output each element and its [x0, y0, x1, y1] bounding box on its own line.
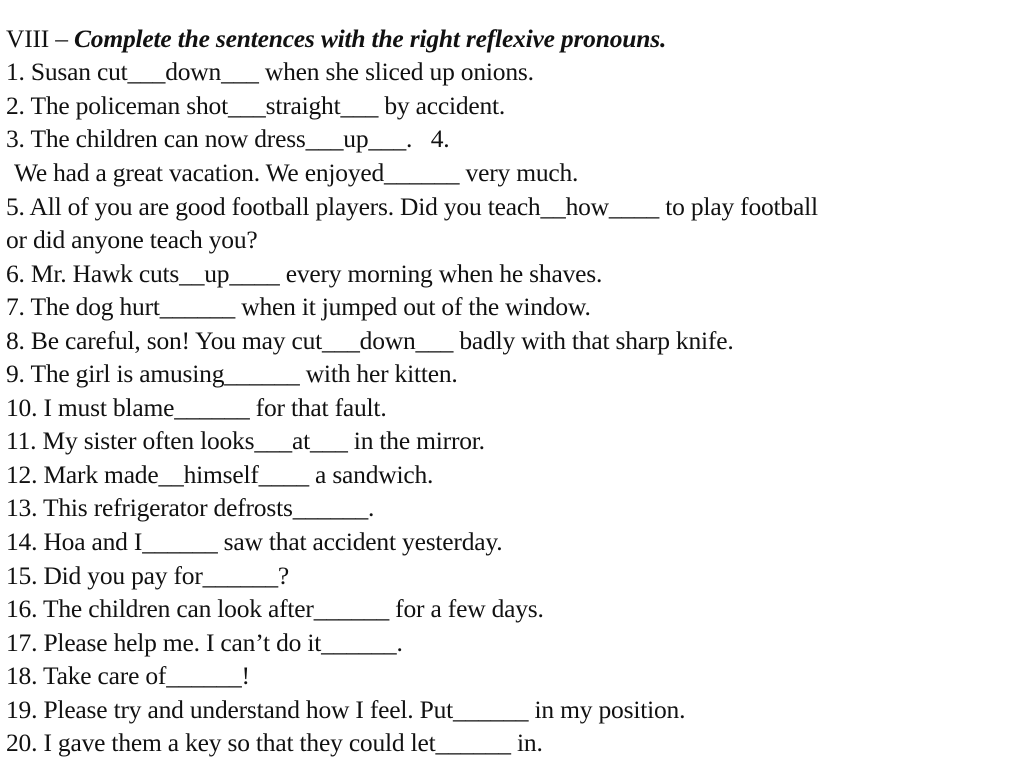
sentence-line: 5. All of you are good football players. Did you teach__how____ to play football	[6, 192, 818, 221]
exercise-heading	[6, 22, 666, 55]
sentence-line: 1. Susan cut___down___ when she sliced up onions.	[6, 57, 534, 86]
sentence-line: 15. Did you pay for______?	[6, 561, 290, 590]
sentence-line: 16. The children can look after______ for a few days.	[6, 594, 544, 623]
sentence-line: 20. I gave them a key so that they could let______ in.	[6, 728, 543, 757]
sentence-line: 11. My sister often looks___at___ in the mirror.	[6, 426, 485, 455]
sentence-line: 17. Please help me. I can’t do it______.	[6, 628, 403, 657]
sentence-line: 9. The girl is amusing______ with her kitten.	[6, 359, 458, 388]
sentence-line: or did anyone teach you?	[6, 225, 258, 254]
sentence-line: 13. This refrigerator defrosts______.	[6, 493, 375, 522]
sentence-line: 8. Be careful, son! You may cut___down___ badly with that sharp knife.	[6, 326, 734, 355]
sentence-line: We had a great vacation. We enjoyed______ very much.	[14, 158, 579, 187]
sentence-line: 14. Hoa and I______ saw that accident yesterday.	[6, 527, 503, 556]
sentence-line: 19. Please try and understand how I feel. Put______ in my position.	[6, 695, 686, 724]
sentence-line: 12. Mark made__himself____ a sandwich.	[6, 460, 434, 489]
sentence-line: 3. The children can now dress___up___. 4.	[6, 124, 450, 153]
sentence-line: 7. The dog hurt______ when it jumped out of the window.	[6, 292, 591, 321]
sentence-line: 2. The policeman shot___straight___ by accident.	[6, 91, 506, 120]
sentence-line: 18. Take care of______!	[6, 661, 250, 690]
exercise-instruction: Complete the sentences with the right reflexive pronouns.	[74, 24, 667, 53]
sentence-line: 10. I must blame______ for that fault.	[6, 393, 387, 422]
exercise-number: VIII –	[6, 24, 74, 53]
sentence-line: 6. Mr. Hawk cuts__up____ every morning when he shaves.	[6, 259, 603, 288]
